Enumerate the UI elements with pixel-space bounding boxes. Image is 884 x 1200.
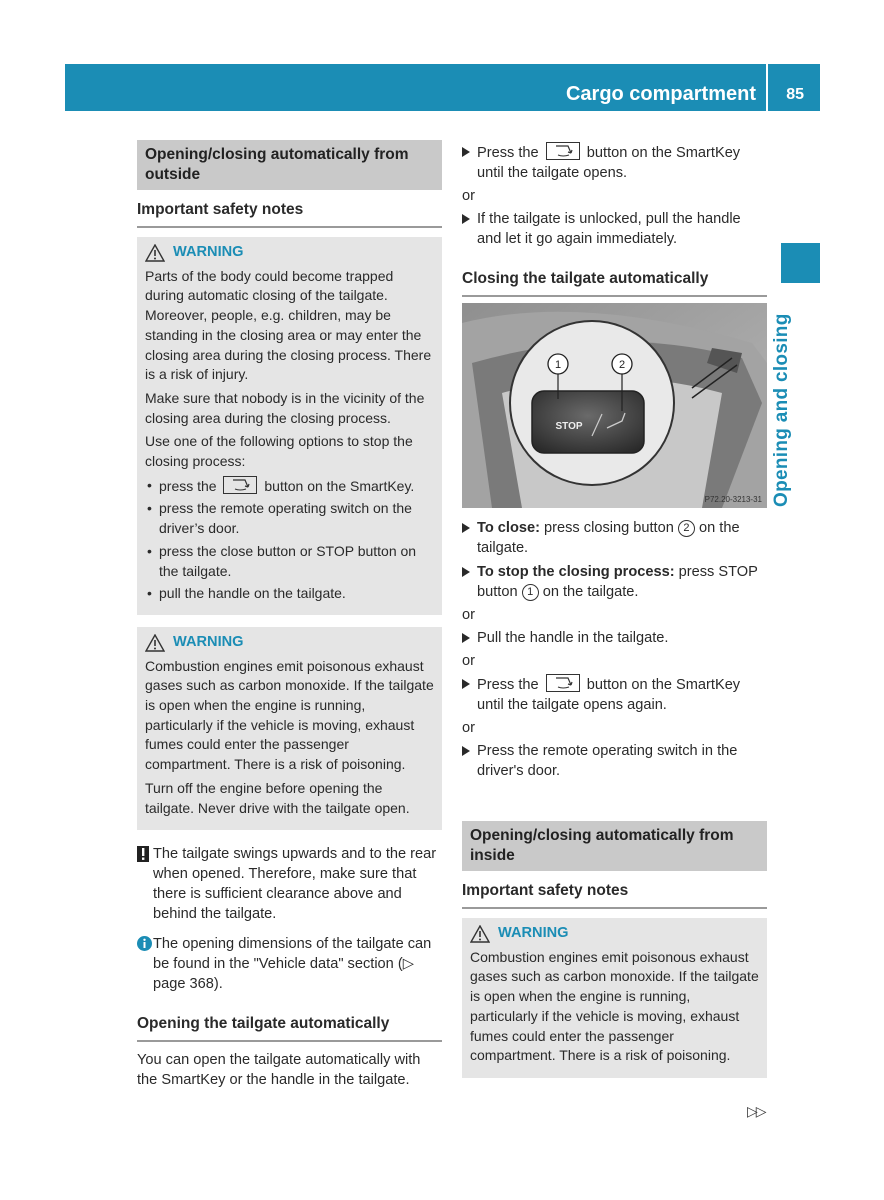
smartkey-tailgate-icon bbox=[546, 142, 580, 160]
list-item: • pull the handle on the tailgate. bbox=[145, 584, 434, 604]
warning-text: Combustion engines emit poisonous exhaust gases such as carbon monoxide. If the tailgate is open when the engine is running, particularly if the vehicle is moving, exhaust fumes could enter the passenger compartment. There is a risk of poisoning. bbox=[145, 657, 434, 773]
warning-text: Use one of the following options to stop the closing process: bbox=[145, 433, 413, 470]
warning-text: Turn off the engine before opening the tailgate. Never drive with the tailgate open. bbox=[145, 779, 410, 816]
or-separator: or bbox=[462, 720, 475, 736]
or-separator: or bbox=[462, 188, 475, 204]
open-tailgate-heading: Opening the tailgate automatically bbox=[137, 1014, 442, 1042]
callout-ref: 1 bbox=[522, 584, 539, 601]
warning-title: WARNING bbox=[145, 633, 434, 653]
step-arrow-icon bbox=[462, 523, 470, 533]
info-icon bbox=[137, 936, 152, 957]
image-code: P72.20-3213-31 bbox=[704, 495, 762, 504]
instruction-step: If the tailgate is unlocked, pull the handle and let it go again immediately. bbox=[462, 209, 767, 249]
warning-text: Parts of the body could become trapped during automatic closing of the tailgate. Moreover, people, e.g. children, may be standing in the closing area or may enter the closing area during the closing process. There is a risk of injury. bbox=[145, 267, 432, 383]
instruction-step: Press the button on the SmartKey until the tailgate opens. bbox=[462, 142, 767, 183]
warning-title: WARNING bbox=[145, 243, 434, 263]
continue-marker: ▷▷ bbox=[747, 1103, 765, 1119]
side-tab-label: Opening and closing bbox=[771, 313, 792, 507]
smartkey-tailgate-icon bbox=[223, 476, 257, 494]
open-tailgate-text: You can open the tailgate automatically with the SmartKey or the handle in the tailgate. bbox=[137, 1052, 421, 1089]
page-title: Cargo compartment bbox=[565, 83, 756, 105]
step-arrow-icon bbox=[462, 679, 470, 689]
warning-text: Combustion engines emit poisonous exhaust gases such as carbon monoxide. If the tailgate is open when the engine is running, particularly if the vehicle is moving, exhaust fumes could enter the passenger compartment. There is a risk of poisoning. bbox=[470, 948, 759, 1064]
warning-box-exhaust-inside bbox=[462, 918, 767, 1078]
warning-triangle-icon bbox=[145, 244, 165, 262]
step-arrow-icon bbox=[462, 633, 470, 643]
callout-2: 2 bbox=[618, 359, 626, 371]
safety-heading: Important safety notes bbox=[462, 881, 767, 909]
or-separator: or bbox=[462, 607, 475, 623]
instruction-step: To close: press closing button 2 on the tailgate. bbox=[462, 518, 767, 558]
closing-heading: Closing the tailgate automatically bbox=[462, 269, 767, 297]
tailgate-photo bbox=[462, 303, 767, 508]
warning-box-trapped bbox=[137, 237, 442, 615]
list-item: • press the remote operating switch on the driver’s door. bbox=[145, 499, 434, 538]
page-number: 85 bbox=[786, 86, 804, 103]
side-tab-marker bbox=[781, 243, 820, 283]
header-divider bbox=[766, 64, 768, 111]
exclamation-icon bbox=[137, 846, 149, 868]
list-item: • press the button on the SmartKey. bbox=[145, 476, 434, 497]
callout-1: 1 bbox=[554, 359, 562, 371]
step-arrow-icon bbox=[462, 746, 470, 756]
step-arrow-icon bbox=[462, 214, 470, 224]
smartkey-tailgate-icon bbox=[546, 674, 580, 692]
warning-text: Make sure that nobody is in the vicinity of the closing area during the closing process. bbox=[145, 389, 425, 426]
section-title-outside: Opening/closing automatically from outside bbox=[137, 140, 442, 190]
right-column bbox=[462, 140, 767, 1078]
instruction-step: Press the remote operating switch in the driver's door. bbox=[462, 741, 767, 781]
stop-button-label: STOP bbox=[555, 421, 583, 432]
safety-heading: Important safety notes bbox=[137, 200, 442, 228]
warning-triangle-icon bbox=[145, 634, 165, 652]
header-bar bbox=[65, 64, 820, 111]
warning-box-exhaust bbox=[137, 627, 442, 830]
step-arrow-icon bbox=[462, 567, 470, 577]
step-arrow-icon bbox=[462, 147, 470, 157]
warning-title: WARNING bbox=[470, 924, 759, 944]
instruction-step: To stop the closing process: press STOP button 1 on the tailgate. bbox=[462, 562, 767, 602]
note-dimensions: The opening dimensions of the tailgate can be found in the "Vehicle data" section (▷ page 368). bbox=[137, 934, 442, 994]
callout-ref: 2 bbox=[678, 520, 695, 537]
left-column bbox=[137, 140, 442, 1094]
tailgate-illustration bbox=[462, 303, 767, 508]
or-separator: or bbox=[462, 653, 475, 669]
section-title-inside: Opening/closing automatically from inside bbox=[462, 821, 767, 871]
note-clearance: The tailgate swings upwards and to the rear when opened. Therefore, make sure that there is sufficient clearance above and behind the tailgate. bbox=[137, 844, 442, 924]
instruction-step: Press the button on the SmartKey until the tailgate opens again. bbox=[462, 674, 767, 715]
instruction-step: Pull the handle in the tailgate. bbox=[462, 628, 767, 648]
list-item: • press the close button or STOP button on the tailgate. bbox=[145, 542, 434, 581]
warning-triangle-icon bbox=[470, 925, 490, 943]
